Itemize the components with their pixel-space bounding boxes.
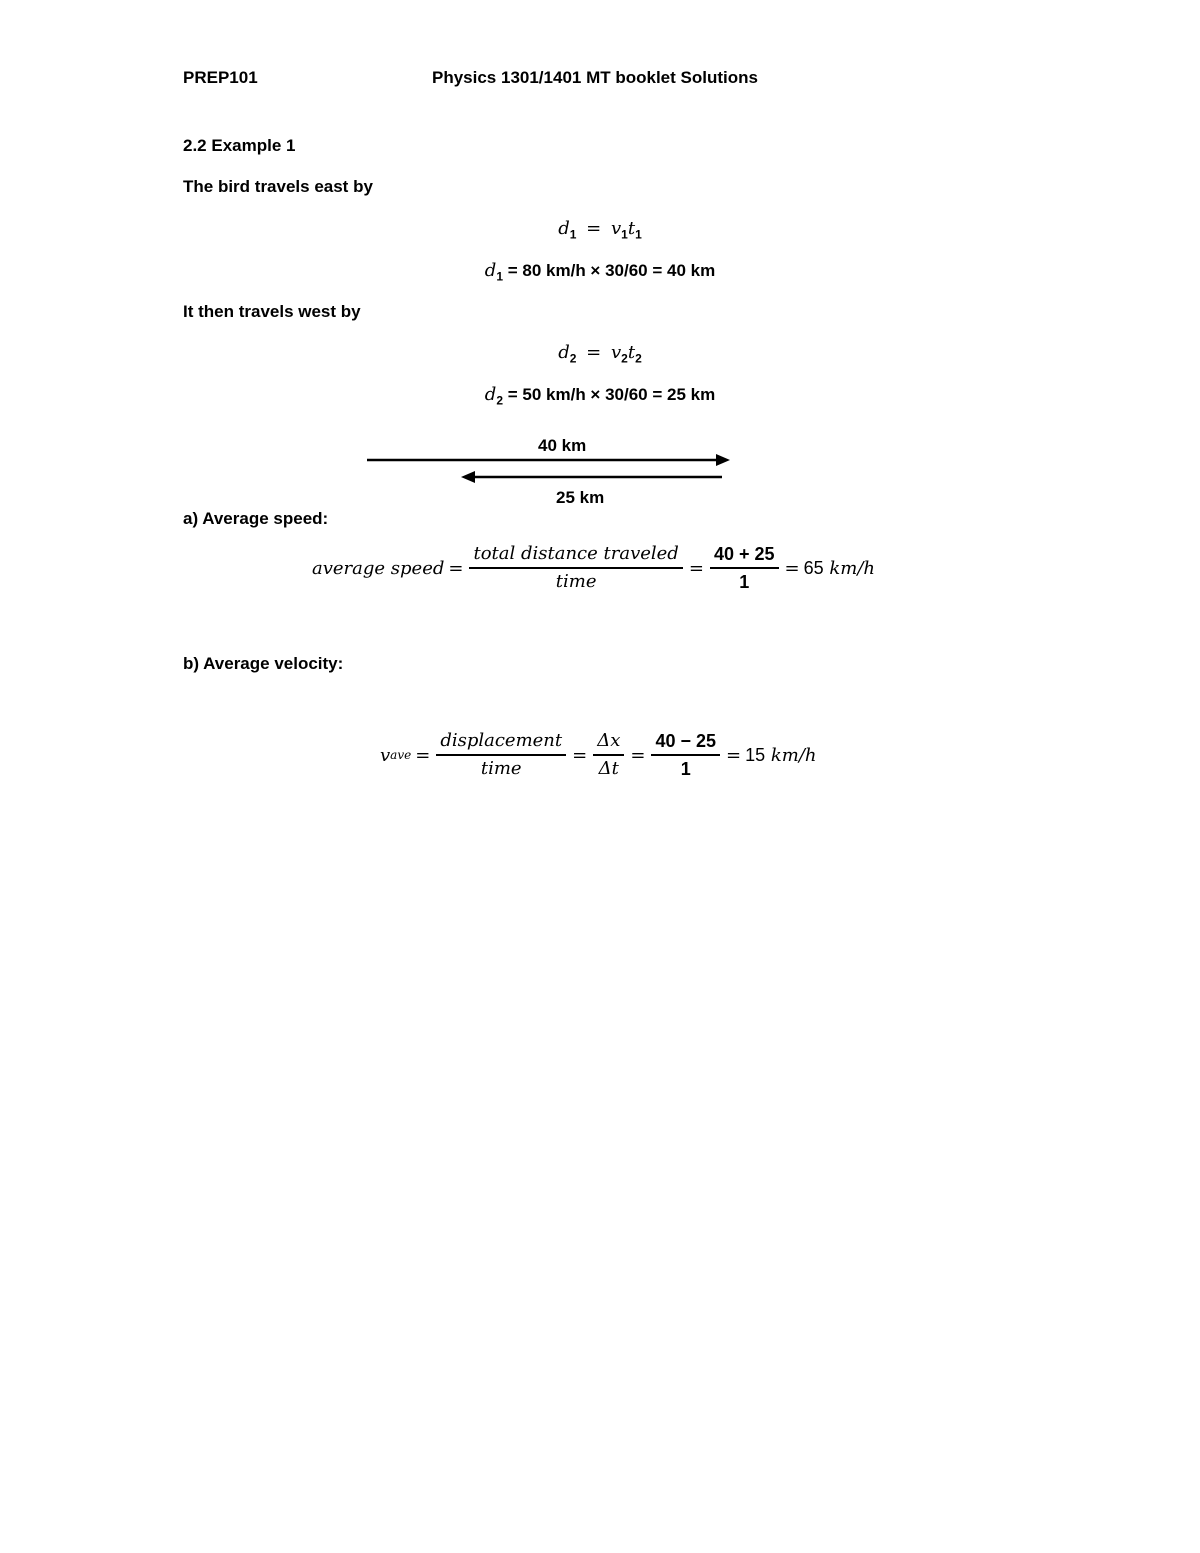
speed-lhs: average speed [312, 557, 445, 579]
velocity-eq-2: = [572, 744, 588, 766]
part2-formula-v-sub: 2 [621, 351, 628, 366]
part1-formula-v: v [611, 218, 622, 239]
part1-formula-v-sub: 1 [621, 227, 628, 242]
velocity-equation [380, 730, 817, 780]
velocity-result-value: 15 [745, 744, 766, 765]
header-left: PREP101 [183, 68, 258, 87]
velocity-fraction-3 [653, 730, 718, 780]
speed-result-value: 65 [803, 557, 824, 578]
speed-eq-1: = [448, 557, 464, 579]
part1-formula-t: t [627, 218, 636, 239]
part2-calc-sub: 2 [496, 393, 504, 408]
part1-formula [0, 218, 1200, 242]
east-arrow-label: 40 km [538, 436, 587, 455]
velocity-eq-1: = [415, 744, 431, 766]
part2-formula-v: v [611, 342, 622, 363]
speed-num-1: total distance traveled [473, 543, 679, 564]
velocity-label: b) Average velocity: [183, 654, 344, 673]
header-title: Physics 1301/1401 MT booklet Solutions [432, 68, 758, 87]
speed-eq-3: = [784, 557, 800, 579]
part2-formula-t: t [627, 342, 636, 363]
velocity-fraction-1 [438, 730, 564, 780]
velocity-num-2: Δx [597, 730, 621, 751]
part1-intro: The bird travels east by [183, 177, 373, 196]
velocity-num-3: 40 − 25 [655, 731, 717, 751]
speed-fraction-2 [712, 543, 777, 593]
part1-formula-d-sub: 1 [569, 227, 577, 242]
part1-calc-d: d [484, 260, 497, 281]
velocity-den-2: Δt [593, 754, 624, 780]
velocity-lhs-v: v [380, 744, 391, 766]
part2-formula-d: d [558, 342, 570, 363]
part2-formula-eq: = [586, 342, 602, 363]
speed-label: a) Average speed: [183, 509, 329, 528]
part2-formula [0, 342, 1200, 366]
part1-calc [0, 260, 1200, 283]
part1-calc-text: = 80 km/h × 30/60 = 40 km [503, 261, 716, 280]
part2-formula-t-sub: 2 [635, 351, 642, 366]
west-arrow-head [461, 471, 475, 483]
speed-num-2: 40 + 25 [713, 544, 775, 564]
velocity-den-3: 1 [651, 754, 720, 780]
speed-result-unit: km/h [829, 557, 875, 579]
velocity-fraction-2 [595, 730, 622, 780]
section-title: 2.2 Example 1 [183, 136, 296, 155]
speed-den-1: time [469, 567, 682, 593]
part2-intro: It then travels west by [183, 302, 361, 321]
velocity-eq-3: = [630, 744, 646, 766]
part2-calc-d: d [484, 384, 497, 405]
velocity-result-unit: km/h [770, 744, 817, 766]
speed-fraction-1 [471, 543, 680, 593]
velocity-num-1: displacement [440, 730, 563, 751]
velocity-eq-4: = [726, 744, 742, 766]
east-arrow-head [716, 454, 730, 466]
part2-formula-d-sub: 2 [569, 351, 577, 366]
part2-calc-text: = 50 km/h × 30/60 = 25 km [503, 385, 716, 404]
west-arrow-label: 25 km [556, 488, 605, 507]
speed-eq-2: = [688, 557, 704, 579]
part1-formula-eq: = [586, 218, 602, 239]
displacement-diagram [360, 448, 740, 488]
part1-formula-d: d [558, 218, 570, 239]
speed-den-2: 1 [710, 567, 779, 593]
speed-equation [312, 543, 875, 593]
part2-calc [0, 384, 1200, 407]
velocity-lhs-sub: ave [390, 748, 412, 762]
part1-formula-t-sub: 1 [635, 227, 642, 242]
velocity-den-1: time [436, 754, 566, 780]
part1-calc-sub: 1 [496, 269, 504, 284]
